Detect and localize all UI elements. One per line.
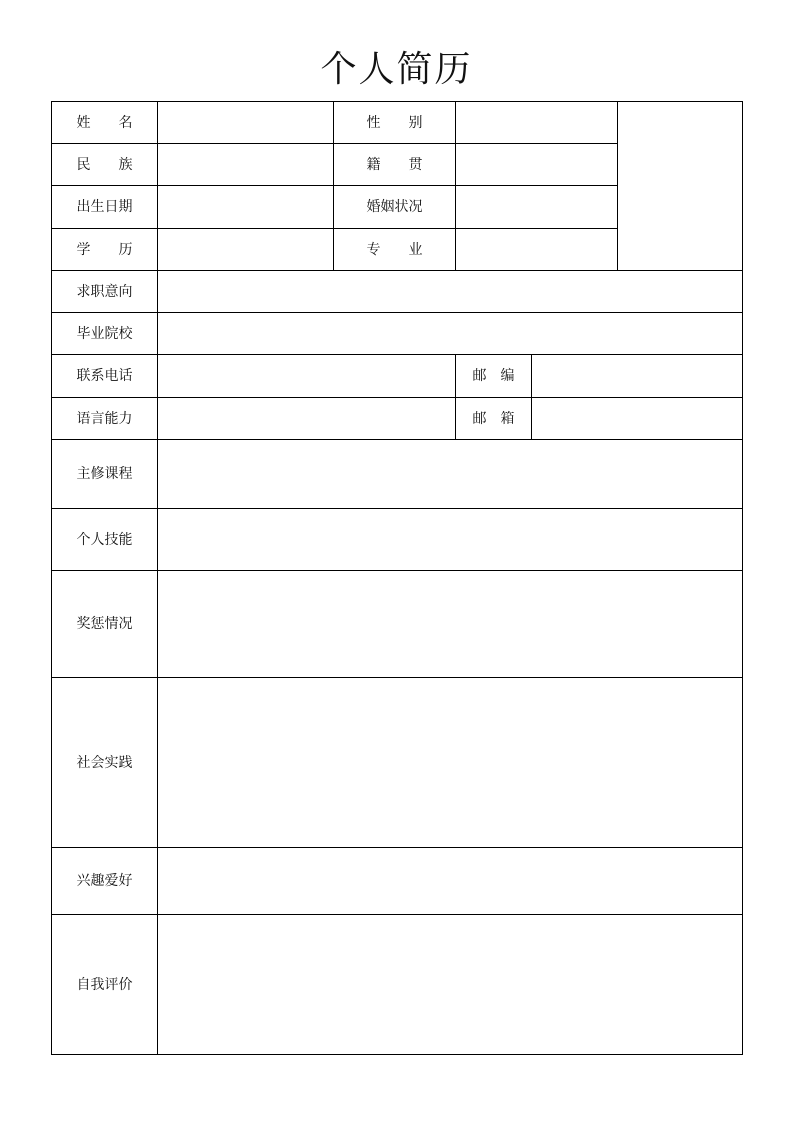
value-phone[interactable] xyxy=(158,355,455,397)
value-major[interactable] xyxy=(456,229,617,270)
value-native-place[interactable] xyxy=(456,144,617,185)
value-language-ability[interactable] xyxy=(158,398,455,439)
value-birth-date[interactable] xyxy=(158,186,333,228)
value-awards[interactable] xyxy=(158,571,742,677)
value-hobbies[interactable] xyxy=(158,848,742,914)
page-title: 个人简历 xyxy=(320,49,473,90)
value-gender[interactable] xyxy=(456,102,617,143)
value-main-courses[interactable] xyxy=(158,440,742,508)
value-education[interactable] xyxy=(158,229,333,270)
label-hobbies: 兴趣爱好 xyxy=(76,873,133,889)
label-personal-skills: 个人技能 xyxy=(76,531,133,548)
label-native-place: 籍 贯 xyxy=(366,156,423,173)
label-gender: 性 别 xyxy=(366,114,423,131)
value-social-practice[interactable] xyxy=(158,678,742,847)
label-awards: 奖惩情况 xyxy=(76,616,133,632)
grid-line xyxy=(742,101,743,1055)
label-email: 邮 箱 xyxy=(472,410,515,427)
value-name[interactable] xyxy=(158,102,333,143)
value-email[interactable] xyxy=(532,398,742,439)
value-graduated-school[interactable] xyxy=(158,313,742,354)
value-ethnicity[interactable] xyxy=(158,144,333,185)
label-major: 专 业 xyxy=(366,241,423,258)
label-graduated-school: 毕业院校 xyxy=(76,325,133,342)
value-job-intention[interactable] xyxy=(158,271,742,312)
label-language-ability: 语言能力 xyxy=(76,410,133,427)
label-social-practice: 社会实践 xyxy=(76,754,133,771)
photo-cell[interactable] xyxy=(618,102,742,270)
value-marital-status[interactable] xyxy=(456,186,617,228)
value-postcode[interactable] xyxy=(532,355,742,397)
value-self-evaluation[interactable] xyxy=(158,915,742,1054)
label-education: 学 历 xyxy=(76,241,133,258)
label-birth-date: 出生日期 xyxy=(76,199,133,215)
label-main-courses: 主修课程 xyxy=(76,466,133,482)
label-self-evaluation: 自我评价 xyxy=(76,976,133,993)
label-job-intention: 求职意向 xyxy=(76,283,133,300)
grid-line xyxy=(51,1054,743,1055)
label-phone: 联系电话 xyxy=(76,368,133,384)
label-name: 姓 名 xyxy=(76,114,133,131)
label-ethnicity: 民 族 xyxy=(76,156,133,173)
label-marital-status: 婚姻状况 xyxy=(366,199,423,215)
value-personal-skills[interactable] xyxy=(158,509,742,570)
label-postcode: 邮 编 xyxy=(472,368,515,384)
